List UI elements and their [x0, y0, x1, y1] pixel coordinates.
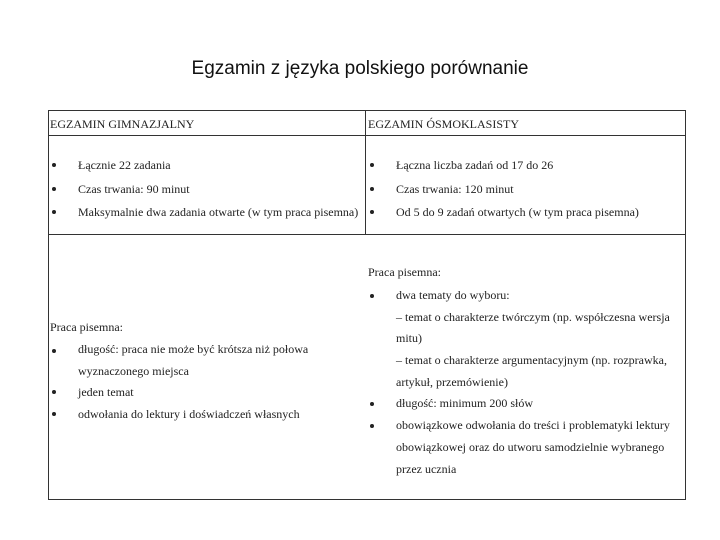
- right-essay-line: mitu): [396, 331, 422, 345]
- right-essay-line: obowiązkowe odwołania do treści i problematyki lektury: [396, 418, 670, 432]
- right-column-header: EGZAMIN ÓSMOKLASISTY: [368, 117, 520, 131]
- right-essay-line: obowiązkowej oraz do utworu samodzielnie wybranego: [396, 440, 665, 454]
- right-essay-line: – temat o charakterze twórczym (np. współczesna wersja: [396, 310, 670, 324]
- right-essay-line: dwa tematy do wyboru:: [396, 288, 510, 302]
- left-essay-item: długość: praca nie może być krótsza niż połowa: [78, 342, 309, 356]
- left-column-header: EGZAMIN GIMNAZJALNY: [50, 117, 195, 131]
- bullet-icon: [52, 349, 56, 353]
- bullet-icon: [370, 163, 374, 167]
- page-title: Egzamin z języka polskiego porównanie: [191, 58, 529, 79]
- right-essay-heading: Praca pisemna:: [368, 265, 441, 279]
- right-essay-line: artykuł, przemówienie): [396, 375, 508, 389]
- right-essay-line: – temat o charakterze argumentacyjnym (np. rozprawka,: [396, 353, 667, 367]
- bullet-icon: [370, 210, 374, 214]
- bullet-icon: [52, 390, 56, 394]
- right-essay-line: przez ucznia: [396, 462, 457, 476]
- left-item: Łącznie 22 zadania: [78, 158, 171, 172]
- right-essay-line: długość: minimum 200 słów: [396, 396, 534, 410]
- left-essay-item: wyznaczonego miejsca: [78, 364, 189, 378]
- bullet-icon: [52, 187, 56, 191]
- left-essay-heading: Praca pisemna:: [50, 320, 123, 334]
- left-essay-item: jeden temat: [78, 385, 134, 399]
- header-divider: [48, 135, 686, 136]
- bullet-icon: [52, 163, 56, 167]
- summary-divider: [48, 234, 686, 235]
- right-item: Łączna liczba zadań od 17 do 26: [396, 158, 554, 172]
- bullet-icon: [370, 402, 374, 406]
- bullet-icon: [52, 412, 56, 416]
- right-item: Czas trwania: 120 minut: [396, 182, 514, 196]
- bullet-icon: [370, 187, 374, 191]
- column-divider: [365, 110, 366, 234]
- left-essay-item: odwołania do lektury i doświadczeń własnych: [78, 407, 300, 421]
- bullet-icon: [370, 294, 374, 298]
- left-item: Czas trwania: 90 minut: [78, 182, 190, 196]
- left-item: Maksymalnie dwa zadania otwarte (w tym praca pisemna): [78, 205, 359, 219]
- right-item: Od 5 do 9 zadań otwartych (w tym praca pisemna): [396, 205, 639, 219]
- bullet-icon: [52, 210, 56, 214]
- bullet-icon: [370, 424, 374, 428]
